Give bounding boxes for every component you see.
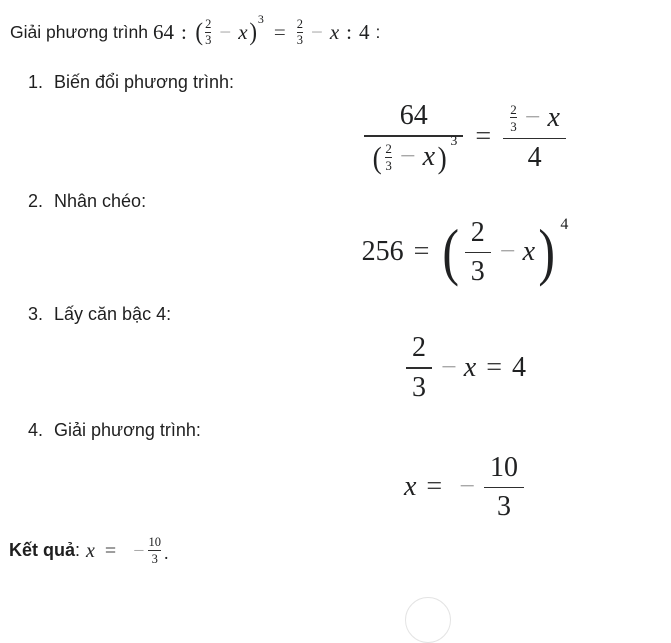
denominator: 3: [510, 118, 517, 134]
equals-sign: =: [413, 236, 430, 268]
equation-step-4: [0, 451, 671, 522]
minus-sign: −: [440, 351, 457, 383]
step-number: 1.: [28, 72, 44, 92]
fraction-ten-thirds: [148, 536, 161, 565]
superscript-3: 3: [257, 11, 264, 26]
numerator: 10: [148, 535, 161, 549]
superscript-3: 3: [450, 133, 458, 149]
numerator: 2: [205, 16, 212, 31]
outer-fraction-right: [503, 103, 566, 173]
fraction-two-thirds: [510, 103, 517, 133]
result-equation: [86, 536, 168, 565]
minus-sign: −: [459, 471, 476, 503]
fraction-bar: [465, 252, 491, 254]
denominator: 3: [470, 256, 485, 287]
variable-x: x: [463, 351, 477, 383]
step-label: Nhân chéo:: [54, 190, 147, 211]
variable-x: x: [329, 19, 340, 44]
equation-step-2: [0, 215, 671, 288]
equation-step-1: [0, 102, 671, 173]
superscript-4: 4: [560, 215, 569, 233]
minus-sign: −: [311, 19, 323, 44]
variable-x: x: [522, 236, 536, 268]
numerator: 64: [399, 100, 428, 131]
left-paren: (: [372, 139, 382, 175]
denominator: 3: [205, 33, 212, 47]
number: 4: [359, 19, 370, 44]
right-paren: ): [538, 216, 555, 288]
denominator: 3: [385, 158, 392, 173]
outer-fraction-left: [364, 102, 463, 173]
numerator: 2: [385, 141, 392, 156]
fraction-bar: [510, 117, 517, 118]
fraction-two-thirds: [385, 142, 392, 172]
right-paren: ): [248, 18, 257, 46]
number: 64: [152, 19, 174, 44]
minus-sign: −: [219, 19, 232, 44]
title-colon: :: [375, 21, 381, 42]
step-number: 2.: [28, 190, 44, 211]
step-item-1: [28, 69, 671, 95]
denominator: 3: [151, 551, 158, 566]
fraction-bar: [503, 138, 566, 140]
numerator: 2: [411, 332, 426, 363]
minus-sign: −: [499, 236, 516, 268]
fraction-bar: [148, 550, 161, 551]
denominator: 4: [527, 142, 542, 173]
numerator: 10: [490, 451, 519, 483]
ratio-colon: :: [346, 19, 353, 44]
fraction-two-thirds: [297, 18, 303, 47]
denominator: 3: [296, 33, 303, 47]
equals-sign: =: [273, 19, 286, 44]
fraction-two-thirds: [205, 18, 211, 47]
step-number: 4.: [28, 419, 44, 440]
variable-x: x: [238, 19, 248, 44]
title-text: Giải phương trình: [10, 21, 148, 42]
fraction-bar: [484, 487, 524, 489]
variable-x: x: [86, 539, 95, 562]
result-label: Kết quả: [9, 540, 76, 560]
variable-x: x: [547, 101, 560, 133]
page-title: [10, 10, 671, 54]
minus-sign: −: [524, 101, 541, 133]
equals-sign: =: [475, 121, 492, 153]
fraction-bar: [406, 367, 432, 369]
ratio-colon: :: [180, 19, 187, 44]
number: 4: [512, 351, 527, 383]
step-number: 3.: [28, 304, 44, 324]
result-colon: :: [75, 540, 81, 560]
fraction-two-thirds: [406, 334, 432, 402]
denominator: [364, 133, 463, 175]
numerator: 2: [510, 101, 517, 117]
step-label: Giải phương trình:: [54, 419, 201, 440]
denominator: 3: [411, 371, 426, 403]
fraction-two-thirds: [465, 216, 491, 287]
result-line: [9, 536, 671, 565]
fraction-bar: [364, 135, 463, 137]
math-solution-document: [0, 10, 671, 565]
result-period: .: [163, 543, 169, 563]
minus-sign: −: [133, 539, 145, 562]
step-label: Biến đổi phương trình:: [54, 72, 234, 92]
denominator: 3: [497, 491, 512, 522]
step-item-3: [28, 301, 671, 327]
equals-sign: =: [486, 351, 503, 383]
step-label: Lấy căn bậc 4:: [54, 304, 172, 324]
variable-x: x: [403, 471, 417, 503]
left-paren: (: [195, 18, 203, 46]
step-item-2: [28, 188, 671, 214]
left-paren: (: [442, 216, 460, 288]
equals-sign: =: [104, 539, 117, 562]
step-item-4: [28, 417, 671, 443]
number: 256: [361, 236, 404, 268]
fraction-ten-thirds: [484, 451, 524, 522]
right-paren: ): [437, 139, 447, 175]
equation-step-3: [0, 334, 671, 402]
equals-sign: =: [426, 471, 443, 503]
title-equation: [152, 11, 370, 47]
numerator: 2: [470, 216, 485, 248]
variable-x: x: [422, 141, 436, 172]
scroll-to-bottom-button[interactable]: [405, 597, 451, 643]
minus-sign: −: [399, 141, 416, 172]
numerator: [503, 103, 566, 133]
numerator: 2: [296, 16, 303, 31]
